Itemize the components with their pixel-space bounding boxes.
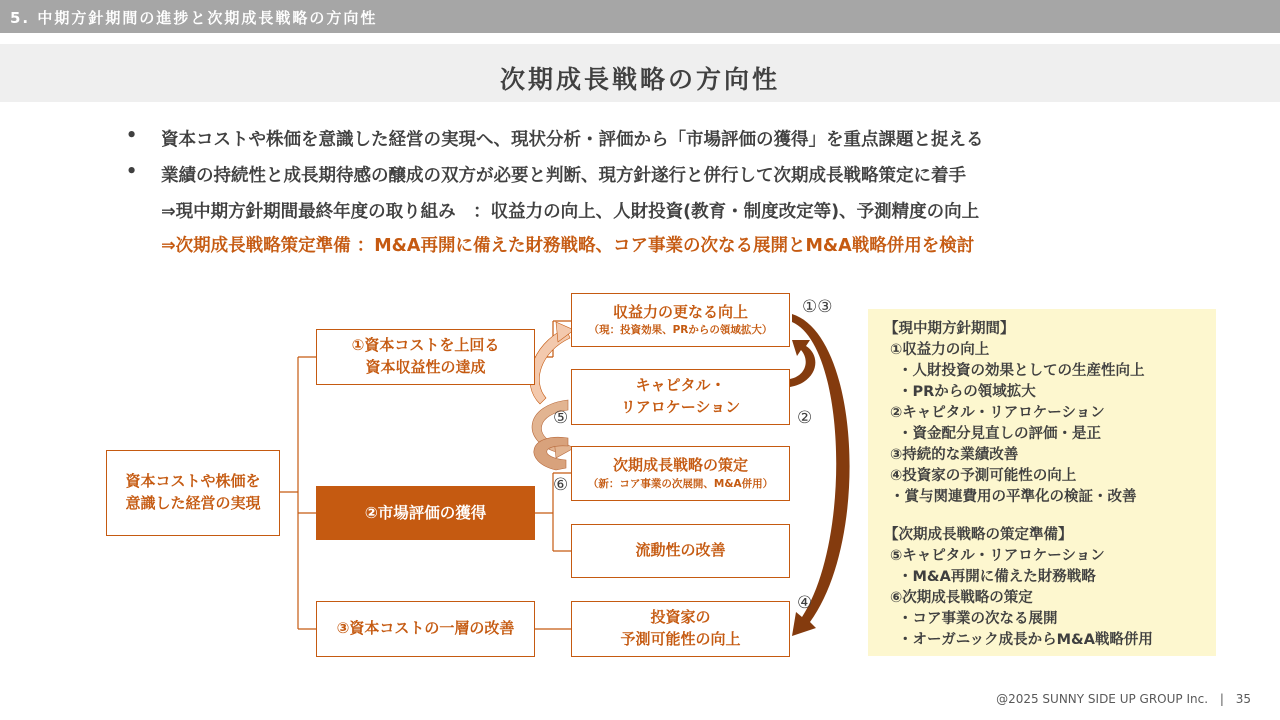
summary-panel — [868, 309, 1216, 656]
panel-item: ④投資家の予測可能性の向上 — [890, 468, 1077, 484]
panel-item: ・M&A再開に備えた財務戦略 — [898, 569, 1096, 585]
bullet-mark: • — [126, 162, 138, 182]
panel-item: ・資金配分見直しの評価・是正 — [898, 426, 1101, 442]
marker-1-3: ①③ — [802, 297, 833, 317]
node-profitability-sub: （現：投資効果、PRからの領域拡大） — [588, 324, 773, 337]
bullet-1-text: 資本コストや株価を意識した経営の実現へ、現状分析・評価から「市場評価の獲得」を重点課題と捉える — [161, 130, 984, 150]
node-capital-reallocation — [571, 369, 790, 425]
node-investor-predictability — [571, 601, 790, 657]
footer-copyright: @2025 SUNNY SIDE UP GROUP Inc. — [996, 692, 1209, 706]
node-investor-predictability-line-1: 投資家の — [650, 608, 711, 627]
node-profitability — [571, 293, 790, 347]
node-capital-return — [316, 329, 535, 385]
node-next-strategy — [571, 446, 790, 501]
node-market-valuation-label: ②市場評価の獲得 — [364, 503, 487, 522]
marker-2: ② — [797, 408, 813, 428]
sub-point-1: ⇒現中期方針期間最終年度の取り組み ：収益力の向上、人財投資(教育・制度改定等)、予測精度の向上 — [161, 202, 980, 222]
panel-heading-current: 【現中期方針期間】 — [884, 321, 1015, 337]
panel-item: ・オーガニック成長からM&A戦略併用 — [898, 632, 1153, 648]
node-next-strategy-sub: （新：コア事業の次展開、M&A併用） — [587, 477, 774, 490]
marker-6: ⑥ — [553, 475, 569, 495]
panel-item: ・賞与関連費用の平準化の検証・改善 — [890, 489, 1137, 505]
node-capital-cost-label: ③資本コストの一層の改善 — [336, 619, 515, 638]
panel-heading-next: 【次期成長戦略の策定準備】 — [884, 527, 1073, 543]
bullet-mark: • — [126, 126, 138, 146]
page-number: 35 — [1235, 692, 1251, 706]
panel-item: ①収益力の向上 — [890, 342, 990, 358]
marker-5: ⑤ — [553, 408, 569, 428]
panel-item: ・PRからの領域拡大 — [898, 384, 1036, 400]
panel-item: ③持続的な業績改善 — [890, 447, 1019, 463]
panel-item: ②キャピタル・リアロケーション — [890, 405, 1105, 421]
panel-item: ・人財投資の効果としての生産性向上 — [898, 363, 1145, 379]
panel-item: ・コア事業の次なる展開 — [898, 611, 1058, 627]
node-capital-reallocation-line-2: リアロケーション — [620, 398, 741, 416]
node-liquidity — [571, 524, 790, 578]
bullet-2-text: 業績の持続性と成長期待感の醸成の双方が必要と判断、現方針遂行と併行して次期成長戦略策定に着手 — [161, 166, 966, 186]
section-title: 5. 中期方針期間の進捗と次期成長戦略の方向性 — [10, 9, 378, 27]
marker-4: ④ — [797, 593, 813, 613]
footer — [996, 692, 1251, 706]
node-investor-predictability-line-2: 予測可能性の向上 — [620, 630, 741, 648]
node-profitability-line-1: 収益力の更なる向上 — [612, 302, 748, 321]
root-line-2: 意識した経営の実現 — [125, 494, 261, 512]
page-title: 次期成長戦略の方向性 — [499, 65, 780, 94]
node-market-valuation — [316, 486, 535, 540]
panel-item: ⑤キャピタル・リアロケーション — [890, 548, 1105, 564]
node-capital-return-line-2: 資本収益性の達成 — [365, 358, 486, 376]
node-next-strategy-line-1: 次期成長戦略の策定 — [612, 456, 748, 475]
node-capital-cost — [316, 601, 535, 657]
node-capital-reallocation-line-1: キャピタル・ — [635, 376, 726, 395]
panel-item: ⑥次期成長戦略の策定 — [890, 590, 1033, 606]
footer-separator: | — [1219, 692, 1224, 706]
node-liquidity-label: 流動性の改善 — [635, 541, 726, 560]
root-node — [106, 450, 280, 536]
sub-point-2: ⇒次期成長戦略策定準備 ：M&A再開に備えた財務戦略、コア事業の次なる展開とM&A戦略併用を検討 — [161, 236, 975, 256]
node-capital-return-line-1: ①資本コストを上回る — [351, 336, 500, 355]
root-line-1: 資本コストや株価を — [125, 472, 261, 491]
